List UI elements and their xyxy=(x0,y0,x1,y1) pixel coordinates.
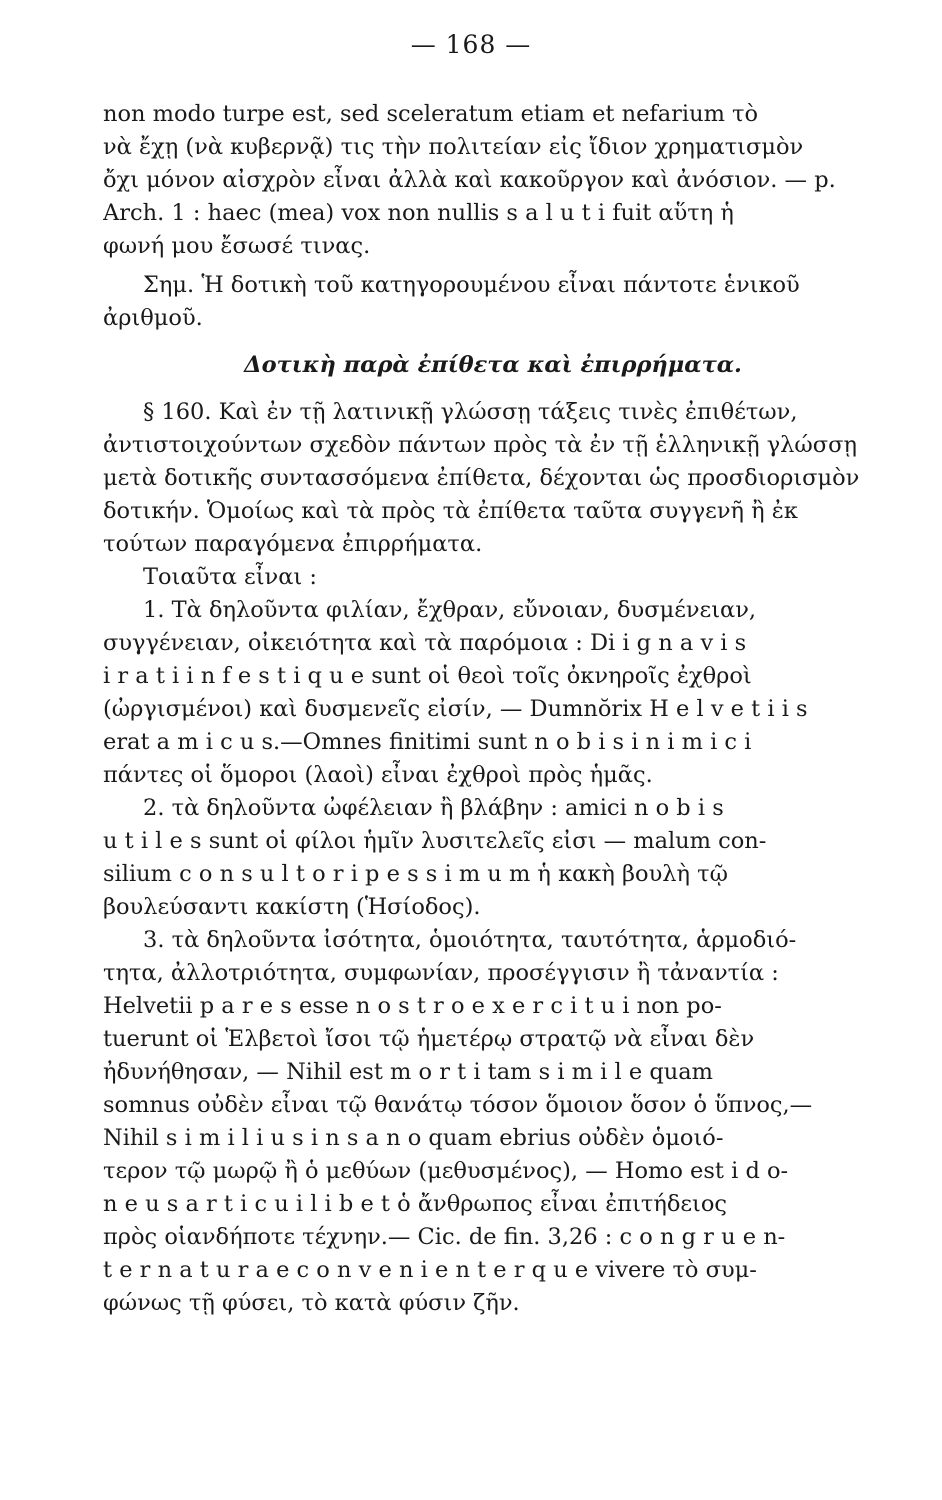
text-line: συγγένειαν, οἰκειότητα καὶ τὰ παρόμοια : Di i g n a v i s xyxy=(103,630,747,656)
text-line: (ὠργισμένοι) καὶ δυσμενεῖς εἰσίν, — Dumnŏrix H e l v e t i i s xyxy=(103,696,808,722)
text-line: Τοιαῦτα εἶναι : xyxy=(143,564,317,590)
text-line: νὰ ἔχῃ (νὰ κυβερνᾷ) τις τὴν πολιτείαν εἰς ἴδιον χρηματισμὸν xyxy=(103,134,804,160)
text-line: Helvetii p a r e s esse n o s t r o e x e r c i t u i non po- xyxy=(103,993,722,1019)
text-line: Nihil s i m i l i u s i n s a n o quam ebrius οὐδὲν ὁμοιό- xyxy=(103,1125,724,1151)
text-line: δοτικήν. Ὁμοίως καὶ τὰ πρὸς τὰ ἐπίθετα ταῦτα συγγενῆ ἢ ἐκ xyxy=(103,498,798,524)
text-line: silium c o n s u l t o r i p e s s i m u m ἡ κακὴ βουλὴ τῷ xyxy=(103,861,728,887)
text-line: πάντες οἱ ὅμοροι (λαοὶ) εἶναι ἐχθροὶ πρὸς ἡμᾶς. xyxy=(103,762,653,788)
text-line: ἀντιστοιχούντων σχεδὸν πάντων πρὸς τὰ ἐν τῇ ἑλληνικῇ γλώσσῃ xyxy=(103,432,857,458)
text-line: ὄχι μόνον αἰσχρὸν εἶναι ἀλλὰ καὶ κακοῦργον καὶ ἀνόσιον. — p. xyxy=(103,167,836,193)
text-line: φώνως τῇ φύσει, τὸ κατὰ φύσιν ζῆν. xyxy=(103,1290,520,1316)
text-line: τητα, ἀλλοτριότητα, συμφωνίαν, προσέγγισιν ἢ τἀναντία : xyxy=(103,960,779,986)
text-line: ἠδυνήθησαν, — Nihil est m o r t i tam s i m i l e quam xyxy=(103,1059,713,1085)
text-line: i r a t i i n f e s t i q u e sunt οἱ θεοὶ τοῖς ὀκνηροῖς ἐχθροὶ xyxy=(103,663,752,689)
list-item-3-line: 3. τὰ δηλοῦντα ἰσότητα, ὁμοιότητα, ταυτότητα, ἁρμοδιό- xyxy=(143,927,797,953)
paragraph-start-line: § 160. Καὶ ἐν τῇ λατινικῇ γλώσσῃ τάξεις τινὲς ἐπιθέτων, xyxy=(143,399,798,425)
text-line: u t i l e s sunt οἱ φίλοι ἡμῖν λυσιτελεῖς εἰσι — malum con- xyxy=(103,828,767,854)
text-line: non modo turpe est, sed sceleratum etiam et nefarium τὸ xyxy=(103,101,759,127)
list-item-2-line: 2. τὰ δηλοῦντα ὠφέλειαν ἢ βλάβην : amici n o b i s xyxy=(143,795,724,821)
text-line: βουλεύσαντι κακίστη (Ἡσίοδος). xyxy=(103,894,481,920)
text-line: τούτων παραγόμενα ἐπιρρήματα. xyxy=(103,531,483,557)
list-item-1-line: 1. Τὰ δηλοῦντα φιλίαν, ἔχθραν, εὔνοιαν, δυσμένειαν, xyxy=(143,597,757,623)
page-text xyxy=(103,98,883,1320)
note-line: Σημ. Ἡ δοτικὴ τοῦ κατηγορουμένου εἶναι πάντοτε ἑνικοῦ xyxy=(143,272,800,298)
text-line: τερον τῷ μωρῷ ἢ ὁ μεθύων (μεθυσμένος), — Homo est i d o- xyxy=(103,1158,789,1184)
page-number: — 168 — xyxy=(410,30,532,59)
text-line: πρὸς οἱανδήποτε τέχνην.— Cic. de fin. 3,26 : c o n g r u e n- xyxy=(103,1224,786,1250)
text-line: tuerunt οἱ Ἑλβετοὶ ἴσοι τῷ ἡμετέρῳ στρατῷ νὰ εἶναι δὲν xyxy=(103,1026,755,1052)
text-line: erat a m i c u s.—Omnes finitimi sunt n o b i s i n i m i c i xyxy=(103,729,752,755)
text-line: φωνή μου ἔσωσέ τινας. xyxy=(103,233,371,259)
text-line: somnus οὐδὲν εἶναι τῷ θανάτῳ τόσον ὅμοιον ὅσον ὁ ὕπνος,— xyxy=(103,1092,813,1118)
text-line: ἀριθμοῦ. xyxy=(103,305,203,331)
text-line: t e r n a t u r a e c o n v e n i e n t e r q u e vivere τὸ συμ- xyxy=(103,1257,757,1283)
text-line: μετὰ δοτικῆς συντασσόμενα ἐπίθετα, δέχονται ὡς προσδιορισμὸν xyxy=(103,465,860,491)
text-line: n e u s a r t i c u i l i b e t ὁ ἄνθρωπος εἶναι ἐπιτήδειος xyxy=(103,1191,728,1217)
section-heading: Δοτικὴ παρὰ ἐπίθετα καὶ ἐπιρρήματα. xyxy=(244,352,742,378)
text-line: Arch. 1 : haec (mea) vox non nullis s a l u t i fuit αὕτη ἡ xyxy=(103,200,734,226)
